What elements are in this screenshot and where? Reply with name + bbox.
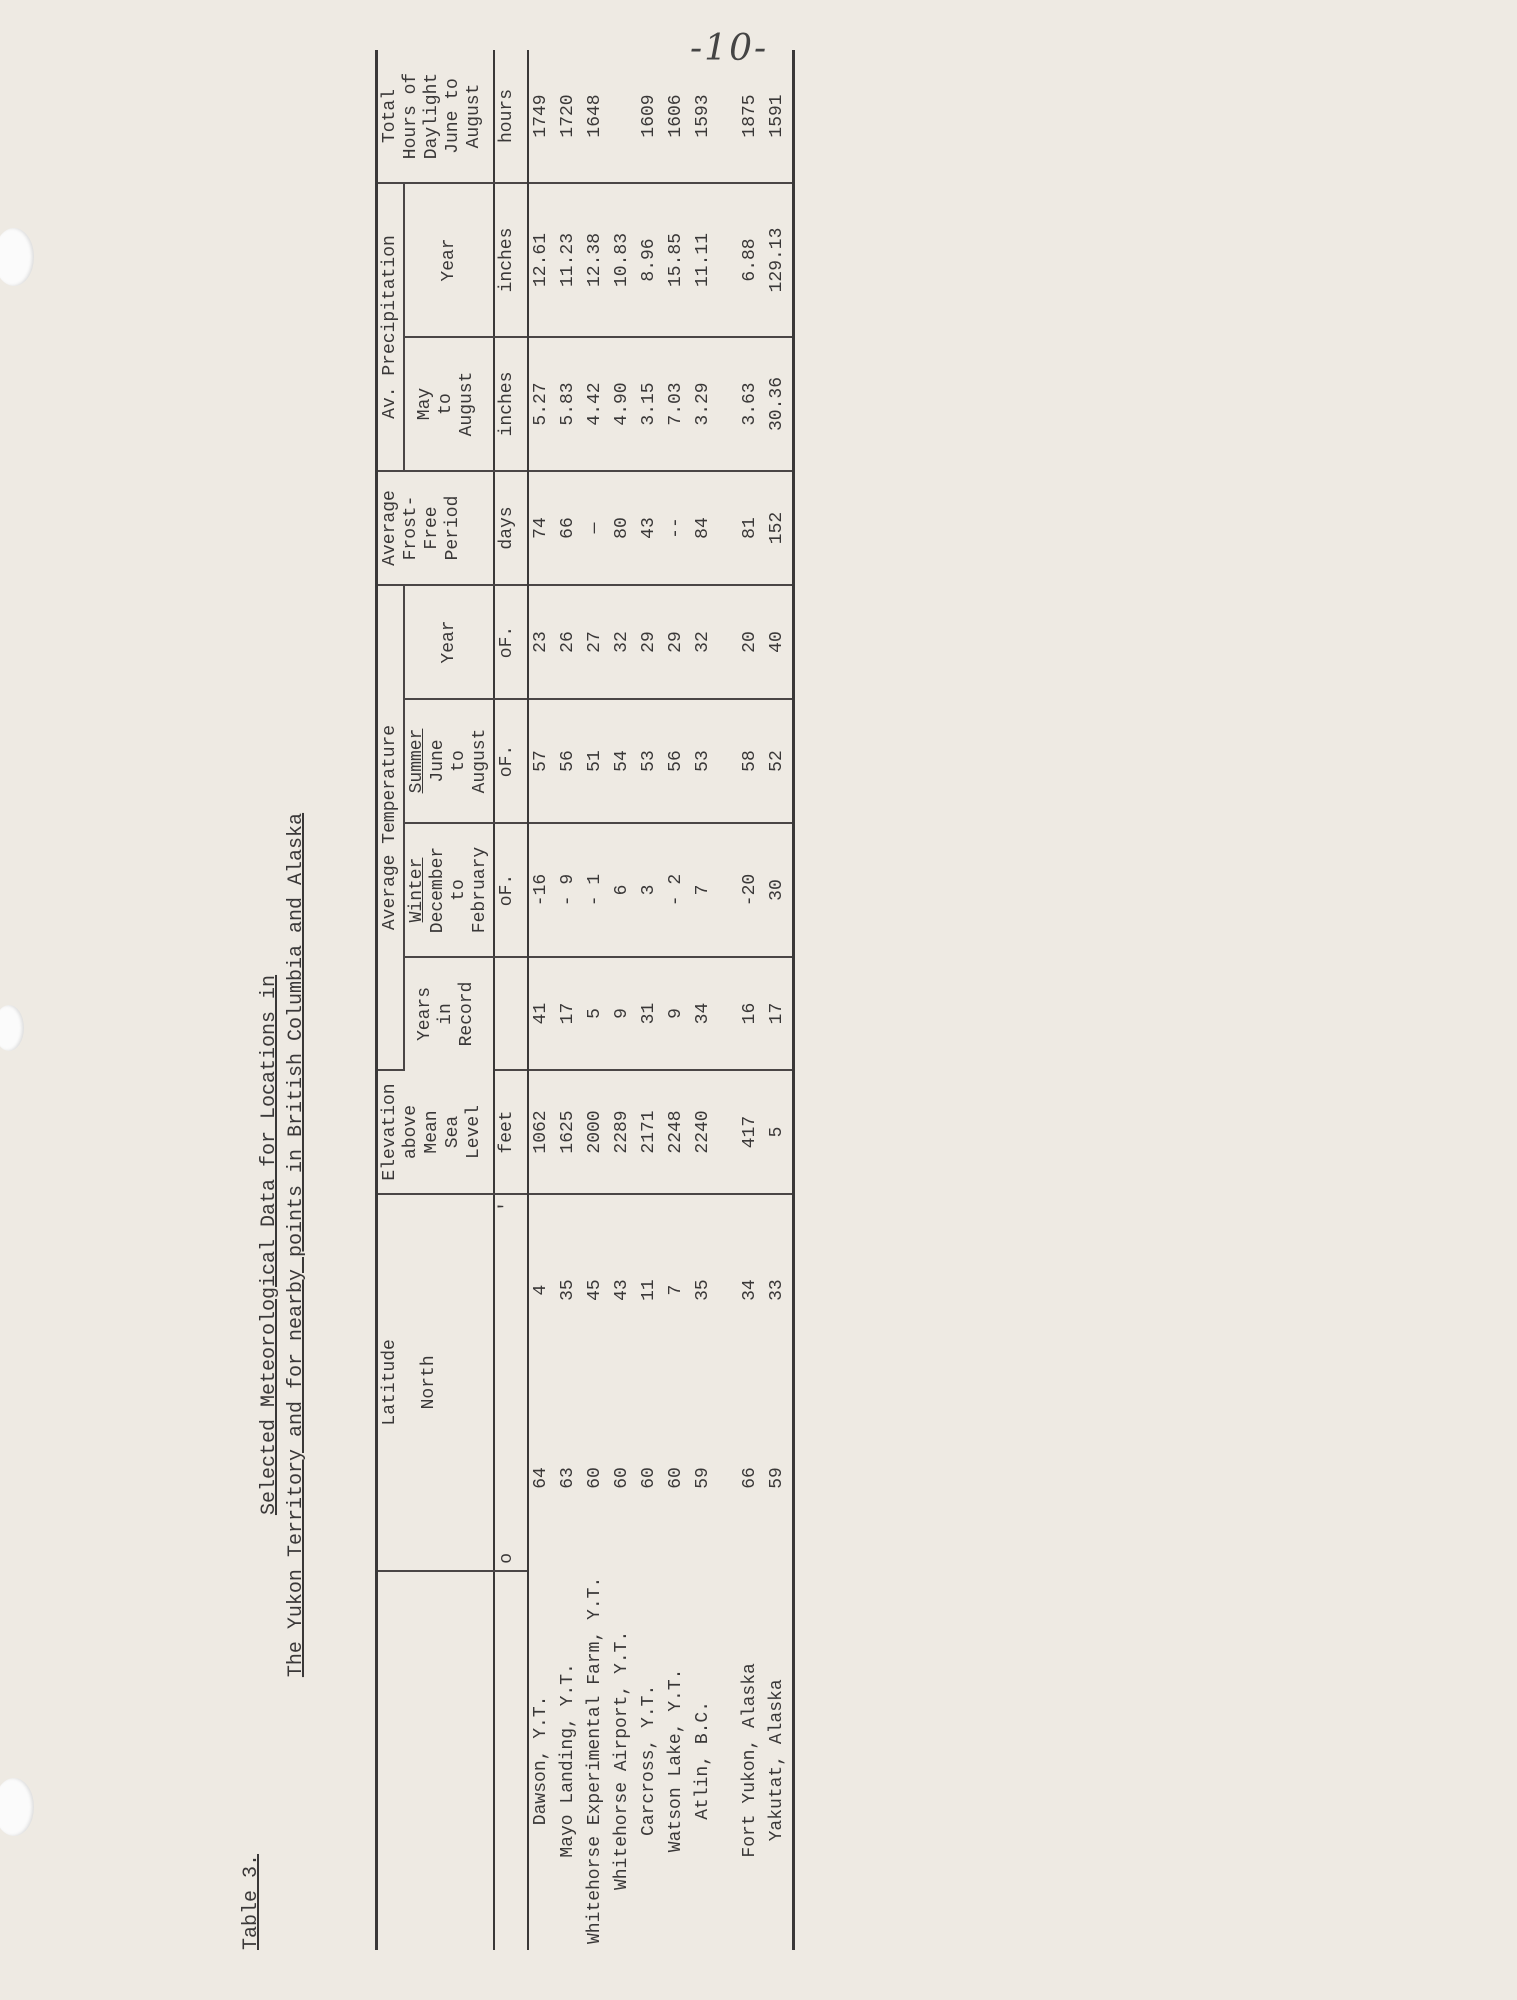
- precip-year-cell: 11.23: [556, 183, 583, 337]
- latitude-minutes-cell: 7: [666, 1284, 686, 1296]
- elevation-cell: 2000: [583, 1070, 610, 1194]
- precip-may-aug-cell: 3.63: [738, 337, 765, 471]
- summer-temp-cell: 53: [637, 699, 664, 823]
- precip-year-cell: 11.11: [691, 183, 718, 337]
- header-text: Elevation: [380, 1083, 400, 1181]
- table-title: [256, 530, 310, 1960]
- meteorological-table: [375, 50, 795, 1950]
- header-text: Record: [457, 981, 477, 1047]
- precip-year-cell: 129.13: [765, 183, 794, 337]
- header-text: December: [428, 846, 448, 934]
- units-cell: inches: [494, 183, 528, 337]
- precipitation-header: [377, 183, 405, 471]
- location-cell: Whitehorse Airport, Y.T.: [612, 1630, 632, 1890]
- frost-free-cell: —: [583, 471, 610, 585]
- title-line-1: Selected Meteorological Data for Locations in: [258, 974, 281, 1516]
- latitude-degrees-cell: 59: [765, 1385, 794, 1571]
- summer-temp-cell: 58: [738, 699, 765, 823]
- header-text: to: [449, 879, 469, 901]
- precip-year-header: [404, 183, 494, 337]
- precip-may-aug-cell: 30.36: [765, 337, 794, 471]
- header-text: Summer: [407, 728, 427, 794]
- spacer-cell: [718, 699, 738, 823]
- title-line-2: The Yukon Territory and for nearby points in British Columbia and Alaska: [285, 812, 308, 1678]
- latitude-degrees-cell: 60: [666, 1467, 686, 1489]
- latitude-degrees-cell: 64: [531, 1467, 551, 1489]
- table-row: [738, 50, 765, 1950]
- page-number: -10-: [690, 28, 769, 69]
- latitude-label: Latitude: [380, 1339, 400, 1426]
- latitude-sub-label: North: [419, 1355, 439, 1410]
- frost-free-cell: 84: [691, 471, 718, 585]
- precip-year-cell: 12.38: [583, 183, 610, 337]
- header-text: Total: [380, 89, 400, 144]
- units-cell: feet: [494, 1070, 528, 1194]
- location-cell: Whitehorse Experimental Farm, Y.T.: [585, 1576, 605, 1944]
- location-cell: Yakutat, Alaska: [765, 1571, 794, 1950]
- spacer-row: [718, 50, 738, 1950]
- header-text: to: [449, 750, 469, 772]
- year-temp-cell: 32: [610, 585, 637, 699]
- summer-temp-cell: 56: [556, 699, 583, 823]
- elevation-cell: 2289: [610, 1070, 637, 1194]
- summer-temp-cell: 57: [528, 699, 556, 823]
- elevation-cell: 2240: [691, 1070, 718, 1194]
- header-text: Sea: [443, 1115, 463, 1149]
- elevation-cell: 5: [765, 1070, 794, 1194]
- daylight-cell: 1720: [556, 50, 583, 183]
- years-cell: 16: [738, 957, 765, 1070]
- header-text: to: [436, 393, 456, 415]
- rotated-table-block: [240, 60, 960, 1960]
- spacer-cell: [718, 1194, 738, 1385]
- precip-year-cell: 6.88: [738, 183, 765, 337]
- header-text: Year: [438, 238, 459, 282]
- punch-hole: [0, 228, 34, 286]
- precip-may-aug-cell: 3.15: [637, 337, 664, 471]
- units-cell: o: [494, 1385, 528, 1571]
- summer-temp-cell: 51: [583, 699, 610, 823]
- spacer-cell: [718, 957, 738, 1070]
- latitude-degrees-cell: 66: [740, 1467, 760, 1489]
- precip-may-aug-cell: 5.27: [528, 337, 556, 471]
- latitude-degrees-cell: 60: [639, 1467, 659, 1489]
- year-temp-cell: 29: [664, 585, 691, 699]
- avg-temperature-header: [377, 585, 405, 1070]
- years-cell: 41: [528, 957, 556, 1070]
- latitude-minutes-cell: 4: [531, 1284, 551, 1296]
- header-text: August: [457, 371, 477, 437]
- header-text: Year: [438, 620, 459, 664]
- punch-hole: [0, 1005, 24, 1051]
- latitude-degrees-cell: 63: [558, 1467, 578, 1489]
- units-cell: oF.: [494, 823, 528, 957]
- header-text: Frost-: [401, 495, 421, 561]
- spacer-cell: [718, 50, 738, 183]
- daylight-cell: 1648: [583, 50, 610, 183]
- year-temp-cell: 27: [583, 585, 610, 699]
- units-cell: oF.: [494, 585, 528, 699]
- precip-year-cell: 15.85: [664, 183, 691, 337]
- winter-temp-cell: - 1: [583, 823, 610, 957]
- frost-free-cell: 152: [765, 471, 794, 585]
- year-temp-cell: 20: [738, 585, 765, 699]
- winter-temp-cell: 3: [637, 823, 664, 957]
- elevation-header: [377, 1070, 495, 1194]
- frost-free-cell: 81: [738, 471, 765, 585]
- table-row: [583, 50, 610, 1950]
- frost-free-cell: 43: [637, 471, 664, 585]
- header-text: June: [428, 739, 448, 783]
- latitude-minutes-cell: 34: [740, 1279, 760, 1301]
- year-temp-cell: 32: [691, 585, 718, 699]
- location-cell: Dawson, Y.T.: [531, 1695, 551, 1826]
- location-cell: Mayo Landing, Y.T.: [558, 1663, 578, 1858]
- frost-free-cell: 74: [528, 471, 556, 585]
- precip-may-aug-cell: 4.42: [583, 337, 610, 471]
- precip-may-aug-cell: 5.83: [556, 337, 583, 471]
- precip-year-cell: 12.61: [528, 183, 556, 337]
- precip-may-aug-cell: 4.90: [610, 337, 637, 471]
- frost-free-cell: 66: [556, 471, 583, 585]
- location-cell: Carcross, Y.T.: [639, 1684, 659, 1836]
- table-row: [528, 50, 556, 1950]
- daylight-cell: 1875: [738, 50, 765, 183]
- header-text: Average: [380, 490, 400, 566]
- frost-free-header: [377, 471, 495, 585]
- years-cell: 31: [637, 957, 664, 1070]
- spacer-cell: [718, 1070, 738, 1194]
- header-text: above: [401, 1105, 421, 1160]
- spacer-cell: [718, 823, 738, 957]
- winter-temp-cell: 30: [765, 823, 794, 957]
- latitude-minutes-cell: 45: [585, 1279, 605, 1301]
- table-label: Table 3.: [240, 1853, 263, 1950]
- year-temp-cell: 26: [556, 585, 583, 699]
- table-row: [765, 50, 794, 1950]
- summer-temp-cell: 53: [691, 699, 718, 823]
- table-row: [664, 50, 691, 1950]
- header-text: Years: [415, 987, 435, 1042]
- latitude-minutes-cell: 33: [765, 1194, 794, 1385]
- header-text: Level: [464, 1105, 484, 1160]
- years-cell: 9: [664, 957, 691, 1070]
- spacer-cell: [718, 1385, 738, 1571]
- header-text: June to: [443, 78, 463, 154]
- latitude-degrees-cell: 59: [693, 1467, 713, 1489]
- units-cell: hours: [494, 50, 528, 183]
- summer-temp-cell: 54: [610, 699, 637, 823]
- years-cell: 5: [583, 957, 610, 1070]
- precipitation-label: Av. Precipitation: [380, 235, 400, 419]
- spacer-cell: [718, 337, 738, 471]
- elevation-cell: 1062: [528, 1070, 556, 1194]
- header-text: August: [464, 83, 484, 149]
- spacer-cell: [718, 471, 738, 585]
- header-text: Daylight: [422, 72, 442, 160]
- years-header: [404, 957, 494, 1070]
- units-cell: [494, 1571, 528, 1950]
- spacer-cell: [718, 585, 738, 699]
- summer-temp-cell: 52: [765, 699, 794, 823]
- latitude-minutes-cell: 35: [693, 1279, 713, 1301]
- year-temp-cell: 40: [765, 585, 794, 699]
- spacer-cell: [718, 1571, 738, 1950]
- units-cell: inches: [494, 337, 528, 471]
- years-cell: 17: [765, 957, 794, 1070]
- precip-may-aug-cell: 7.03: [664, 337, 691, 471]
- units-cell: ': [494, 1194, 528, 1385]
- location-header: [377, 1571, 495, 1950]
- temp-year-header: [404, 585, 494, 699]
- header-text: May: [415, 387, 435, 421]
- table-body: [528, 50, 794, 1950]
- header-text: Mean: [422, 1110, 442, 1154]
- precip-year-cell: 8.96: [637, 183, 664, 337]
- year-temp-cell: 29: [637, 585, 664, 699]
- units-cell: days: [494, 471, 528, 585]
- winter-temp-cell: -20: [738, 823, 765, 957]
- frost-free-cell: 80: [610, 471, 637, 585]
- header-text: Winter: [407, 857, 427, 923]
- daylight-cell: 1749: [528, 50, 556, 183]
- header-text: Free: [422, 506, 442, 550]
- frost-free-cell: --: [664, 471, 691, 585]
- elevation-cell: 417: [738, 1070, 765, 1194]
- may-august-header: [404, 337, 494, 471]
- winter-header: [404, 823, 494, 957]
- location-cell: Atlin, B.C.: [693, 1700, 713, 1820]
- daylight-cell: 1591: [765, 50, 794, 183]
- units-cell: oF.: [494, 699, 528, 823]
- winter-temp-cell: 7: [691, 823, 718, 957]
- summer-header: [404, 699, 494, 823]
- location-cell: Watson Lake, Y.T.: [666, 1668, 686, 1853]
- latitude-header: [377, 1194, 495, 1571]
- latitude-minutes-cell: 35: [558, 1279, 578, 1301]
- years-cell: 9: [610, 957, 637, 1070]
- year-temp-cell: 23: [528, 585, 556, 699]
- table-row: [556, 50, 583, 1950]
- header-text: February: [470, 846, 490, 934]
- winter-temp-cell: -16: [528, 823, 556, 957]
- daylight-cell: 1606: [664, 50, 691, 183]
- header-text: in: [436, 1003, 456, 1025]
- location-cell: Fort Yukon, Alaska: [740, 1663, 760, 1858]
- header-text: Period: [443, 495, 463, 561]
- table-row: [637, 50, 664, 1950]
- daylight-header: [377, 50, 495, 183]
- precip-year-cell: 10.83: [610, 183, 637, 337]
- elevation-cell: 2248: [664, 1070, 691, 1194]
- table-row: [610, 50, 637, 1950]
- punch-hole: [0, 1778, 34, 1836]
- avg-temperature-label: Average Temperature: [380, 724, 400, 931]
- header-text: August: [470, 728, 490, 794]
- elevation-cell: 2171: [637, 1070, 664, 1194]
- winter-temp-cell: 6: [610, 823, 637, 957]
- winter-temp-cell: - 2: [664, 823, 691, 957]
- latitude-minutes-cell: 43: [612, 1279, 632, 1301]
- daylight-cell: 1609: [637, 50, 664, 183]
- years-cell: 17: [556, 957, 583, 1070]
- elevation-cell: 1625: [556, 1070, 583, 1194]
- latitude-degrees-cell: 60: [585, 1467, 605, 1489]
- header-text: Hours of: [401, 72, 421, 160]
- daylight-cell: [610, 50, 637, 183]
- latitude-minutes-cell: 11: [639, 1279, 659, 1301]
- units-cell: [494, 957, 528, 1070]
- table-row: [691, 50, 718, 1950]
- daylight-cell: 1593: [691, 50, 718, 183]
- summer-temp-cell: 56: [664, 699, 691, 823]
- years-cell: 34: [691, 957, 718, 1070]
- precip-may-aug-cell: 3.29: [691, 337, 718, 471]
- winter-temp-cell: - 9: [556, 823, 583, 957]
- spacer-cell: [718, 183, 738, 337]
- latitude-degrees-cell: 60: [612, 1467, 632, 1489]
